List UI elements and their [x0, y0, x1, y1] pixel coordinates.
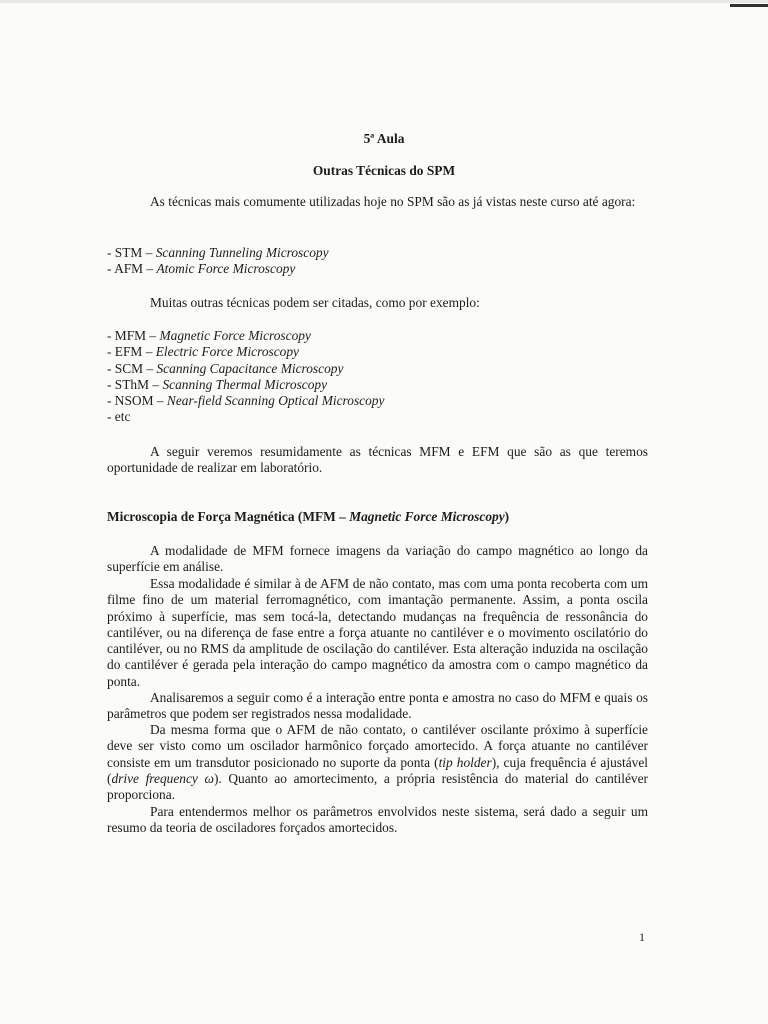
page-title: Outras Técnicas do SPM: [312, 163, 456, 178]
paragraph-5: Para entendermos melhor os parâmetros envolvidos neste sistema, será dado a seguir um resumo da teoria de osciladores forçados amortecidos.: [107, 804, 648, 836]
list-item: - STM – Scanning Tunneling Microscopy: [107, 245, 329, 260]
summary-paragraph: A seguir veremos resumidamente as técnicas MFM e EFM que são as que teremos oportunidade de realizar em laboratório.: [107, 444, 648, 476]
list-item: - NSOM – Near-field Scanning Optical Microscopy: [107, 393, 385, 409]
paragraph-4: Da mesma forma que o AFM de não contato, o cantiléver oscilante próximo à superfície deve ser visto como um oscilador harmônico forçado amortecido. A força atuante no cantiléver consiste em um transdutor posicionado no suporte da ponta (tip holder), cuja frequência é ajustável (drive frequency ω). Quanto ao amortecimento, a própria resistência do material do cantiléver proporciona.: [107, 722, 648, 803]
scan-mark: [730, 4, 768, 7]
list-item: - SThM – Scanning Thermal Microscopy: [107, 376, 328, 392]
list-item: - EFM – Electric Force Microscopy: [107, 344, 300, 360]
other-techniques-list: [107, 328, 384, 426]
page-number: 1: [639, 930, 645, 944]
scan-edge: [0, 0, 768, 3]
list-item: - etc: [107, 409, 131, 425]
main-techniques-list: [107, 245, 329, 278]
paragraph-1: A modalidade de MFM fornece imagens da variação do campo magnético ao longo da superfície em análise.: [107, 543, 648, 575]
lesson-label: 5ª Aula: [363, 131, 405, 146]
others-intro: Muitas outras técnicas podem ser citadas, como por exemplo:: [150, 295, 480, 310]
intro-paragraph: As técnicas mais comumente utilizadas hoje no SPM são as já vistas neste curso até agora:: [150, 194, 636, 209]
section-heading: Microscopia de Força Magnética (MFM – Magnetic Force Microscopy): [107, 509, 510, 524]
paragraph-3: Analisaremos a seguir como é a interação entre ponta e amostra no caso do MFM e quais os parâmetros que podem ser registrados nessa modalidade.: [107, 690, 648, 722]
paragraph-2: Essa modalidade é similar à de AFM de não contato, mas com uma ponta recoberta com um filme fino de um material ferromagnético, com imantação permanente. Assim, a ponta oscila próximo à superfície, mas sem tocá-la, detectando mudanças na frequência de ressonância do cantiléver, ou na diferença de fase entre a força atuante no cantiléver e o movimento oscilatório do cantiléver, ou no RMS da amplitude de oscilação do cantiléver. Esta alteração induzida na oscilação do cantiléver é gerada pela interação do campo magnético da amostra com o campo magnético da ponta.: [107, 576, 648, 689]
list-item: - AFM – Atomic Force Microscopy: [107, 261, 296, 277]
list-item: - SCM – Scanning Capacitance Microscopy: [107, 360, 344, 376]
list-item: - MFM – Magnetic Force Microscopy: [107, 328, 311, 343]
